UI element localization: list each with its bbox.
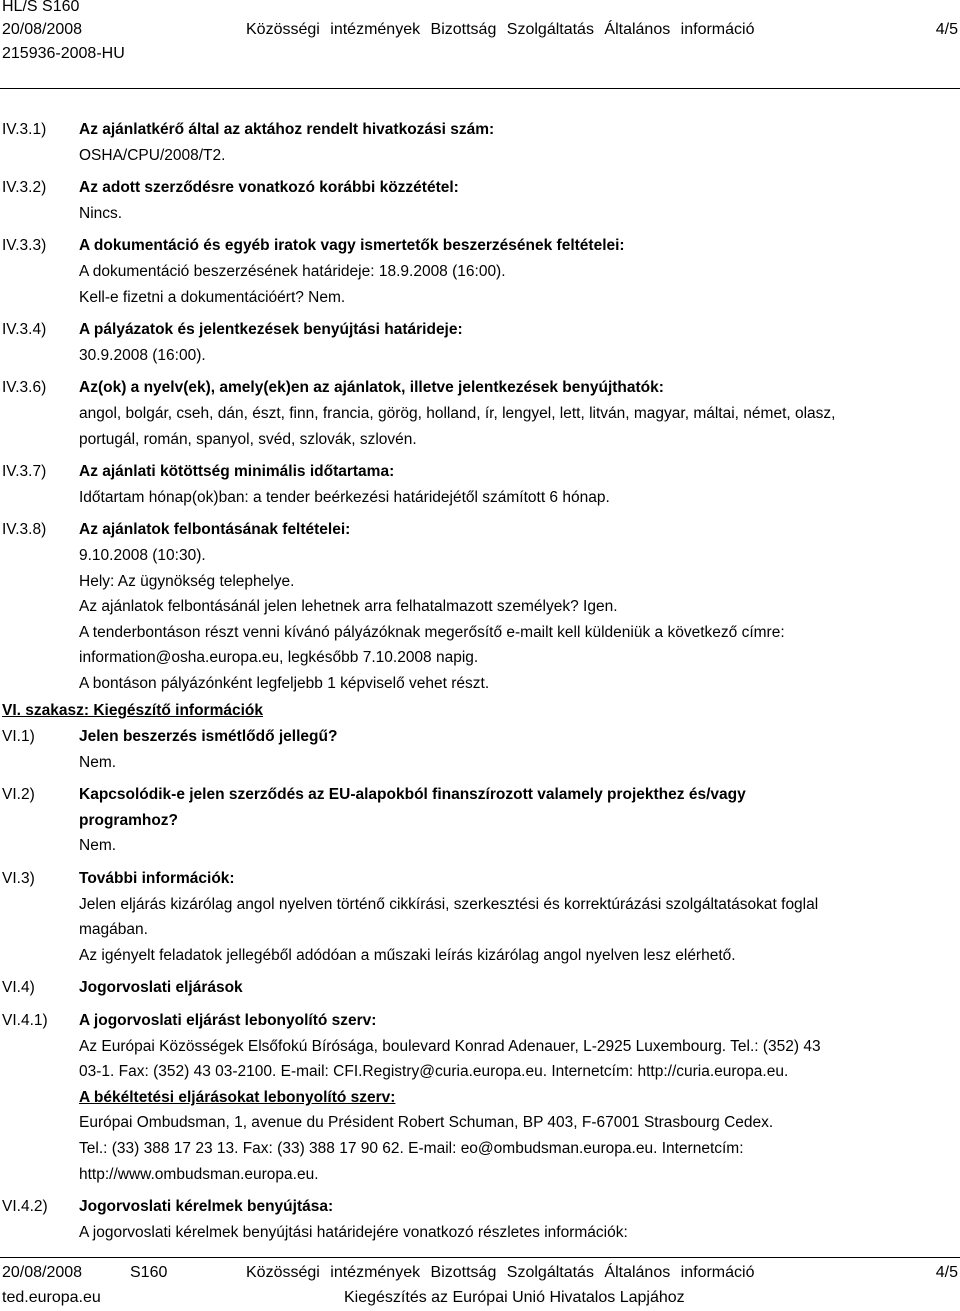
section-heading: További információk:: [79, 870, 235, 888]
header-series: HL/S S160: [2, 0, 80, 15]
page-footer: [2, 1264, 958, 1311]
section-iv-3: [0, 117, 960, 698]
numbered-section: [0, 1008, 960, 1187]
page-header: [2, 0, 958, 68]
numbered-section: [0, 866, 960, 968]
numbered-section: [0, 233, 960, 310]
section-content: [79, 459, 945, 510]
footer-divider: [0, 1257, 960, 1258]
section-content: [79, 317, 945, 368]
section-heading: Az ajánlatkérő által az aktához rendelt hivatkozási szám:: [79, 121, 495, 138]
section-content: [79, 117, 945, 168]
footer-page-number: 4/5: [935, 1264, 958, 1281]
section-text: portugál, román, spanyol, svéd, szlovák, szlovén.: [79, 430, 417, 448]
section-number: IV.3.2): [2, 179, 47, 197]
section-text: Az Európai Közösségek Elsőfokú Bírósága, boulevard Konrad Adenauer, L-2925 Luxembourg. Tel.: (352) 43: [79, 1037, 821, 1055]
section-text: Időtartam hónap(ok)ban: a tender beérkezési határidejétől számított 6 hónap.: [79, 488, 610, 506]
section-content: [79, 1008, 945, 1187]
section-content: [79, 175, 945, 226]
section-text: A dokumentáció beszerzésének határideje: 18.9.2008 (16:00).: [79, 262, 506, 280]
section-text: 9.10.2008 (10:30).: [79, 546, 206, 564]
section-content: [79, 782, 945, 859]
section-text: Az ajánlatok felbontásánál jelen lehetnek arra felhatalmazott személyek? Igen.: [79, 598, 618, 616]
section-heading: Jogorvoslati kérelmek benyújtása:: [79, 1198, 334, 1216]
section-heading: A pályázatok és jelentkezések benyújtási határideje:: [79, 321, 463, 339]
section-text: Az igényelt feladatok jellegéből adódóan a műszaki leírás kizárólag angol nyelven lesz elérhető.: [79, 946, 736, 964]
section-content: [79, 233, 945, 310]
numbered-section: [0, 517, 960, 696]
numbered-section: [0, 117, 960, 168]
section-heading: Kapcsolódik-e jelen szerződés az EU-alapokból finanszírozott valamely projekthez és/vagy: [79, 786, 746, 804]
section-text: OSHA/CPU/2008/T2.: [79, 146, 226, 164]
section-heading: Az adott szerződésre vonatkozó korábbi közzététel:: [79, 179, 459, 197]
section-number: VI.4.2): [2, 1198, 48, 1216]
section-number: IV.3.1): [2, 121, 47, 138]
numbered-section: [0, 724, 960, 775]
numbered-section: [0, 459, 960, 510]
header-reference: 215936-2008-HU: [2, 45, 125, 62]
header-category: Közösségi intézmények Bizottság Szolgáltatás Általános információ: [246, 21, 755, 38]
section-heading: Az ajánlatok felbontásának feltételei:: [79, 521, 351, 539]
section-text: Európai Ombudsman, 1, avenue du Président Robert Schuman, BP 403, F-67001 Strasbourg Cedex.: [79, 1114, 774, 1132]
section-number: VI.2): [2, 786, 35, 804]
section-text: Nem.: [79, 753, 117, 771]
footer-date: 20/08/2008: [2, 1264, 83, 1281]
section-content: [79, 975, 945, 1001]
section-heading: Jogorvoslati eljárások: [79, 979, 243, 997]
section-text: magában.: [79, 921, 148, 939]
section-heading: A dokumentáció és egyéb iratok vagy ismertetők beszerzésének feltételei:: [79, 237, 625, 255]
section-text: A tenderbontáson részt venni kívánó pályázóknak megerősítő e-mailt kell küldeniük a következő címre:: [79, 623, 785, 641]
footer-publication: Kiegészítés az Európai Unió Hivatalos Lapjához: [344, 1289, 685, 1306]
section-heading: programhoz?: [79, 811, 179, 829]
section-text: http://www.ombudsman.europa.eu.: [79, 1165, 319, 1183]
section-text: Nincs.: [79, 204, 123, 222]
numbered-section: [0, 782, 960, 859]
header-date: 20/08/2008: [2, 21, 83, 38]
section-number: IV.3.3): [2, 237, 47, 255]
section-content: [79, 866, 945, 968]
section-text: A bontáson pályázónként legfeljebb 1 képviselő vehet részt.: [79, 674, 490, 692]
section-vi: [0, 724, 960, 1245]
numbered-section: [0, 317, 960, 368]
section-text: Hely: Az ügynökség telephelye.: [79, 572, 295, 590]
section-text: angol, bolgár, cseh, dán, észt, finn, francia, görög, holland, ír, lengyel, lett, litván, magyar, máltai, német, olasz,: [79, 404, 836, 422]
section-text: 03-1. Fax: (352) 43 03-2100. E-mail: CFI.Registry@curia.europa.eu. Internetcím: http://curia.europa.eu.: [79, 1063, 789, 1081]
section-text: Jelen eljárás kizárólag angol nyelven történő cikkírási, szerkesztési és korrektúrázási szolgáltatásokat foglal: [79, 895, 819, 913]
section-heading: Az(ok) a nyelv(ek), amely(ek)en az ajánlatok, illetve jelentkezések benyújthatók:: [79, 379, 664, 397]
numbered-section: [0, 1194, 960, 1245]
section-content: [79, 375, 945, 452]
section-vi-title: VI. szakasz: Kiegészítő információk: [2, 702, 264, 720]
section-heading: A békéltetési eljárásokat lebonyolító szerv:: [79, 1088, 396, 1106]
numbered-section: [0, 175, 960, 226]
footer-series: S160: [130, 1264, 168, 1281]
section-text: Nem.: [79, 837, 117, 855]
section-number: IV.3.4): [2, 321, 47, 339]
section-text: Tel.: (33) 388 17 23 13. Fax: (33) 388 17 90 62. E-mail: eo@ombudsman.europa.eu. Internetcím:: [79, 1139, 744, 1157]
section-content: [79, 1194, 945, 1245]
section-text: A jogorvoslati kérelmek benyújtási határidejére vonatkozó részletes információk:: [79, 1223, 628, 1241]
header-page-number: 4/5: [935, 21, 958, 38]
section-content: [79, 517, 945, 696]
section-heading: Az ajánlati kötöttség minimális időtartama:: [79, 463, 395, 481]
header-divider: [0, 88, 960, 89]
footer-category: Közösségi intézmények Bizottság Szolgáltatás Általános információ: [246, 1264, 755, 1281]
numbered-section: [0, 375, 960, 452]
section-number: VI.3): [2, 870, 35, 888]
section-number: IV.3.7): [2, 463, 47, 481]
section-text: information@osha.europa.eu, legkésőbb 7.10.2008 napig.: [79, 649, 479, 667]
section-content: [79, 724, 945, 775]
footer-site: ted.europa.eu: [2, 1289, 101, 1306]
section-heading: A jogorvoslati eljárást lebonyolító szerv:: [79, 1012, 377, 1029]
section-number: VI.4.1): [2, 1012, 48, 1029]
document-body: [0, 117, 960, 1245]
section-number: VI.1): [2, 728, 35, 746]
section-number: VI.4): [2, 979, 35, 997]
numbered-section: [0, 975, 960, 1001]
section-heading: Jelen beszerzés ismétlődő jellegű?: [79, 728, 338, 746]
section-number: IV.3.8): [2, 521, 47, 539]
section-text: Kell-e fizetni a dokumentációért? Nem.: [79, 288, 346, 306]
section-text: 30.9.2008 (16:00).: [79, 346, 206, 364]
section-number: IV.3.6): [2, 379, 47, 397]
